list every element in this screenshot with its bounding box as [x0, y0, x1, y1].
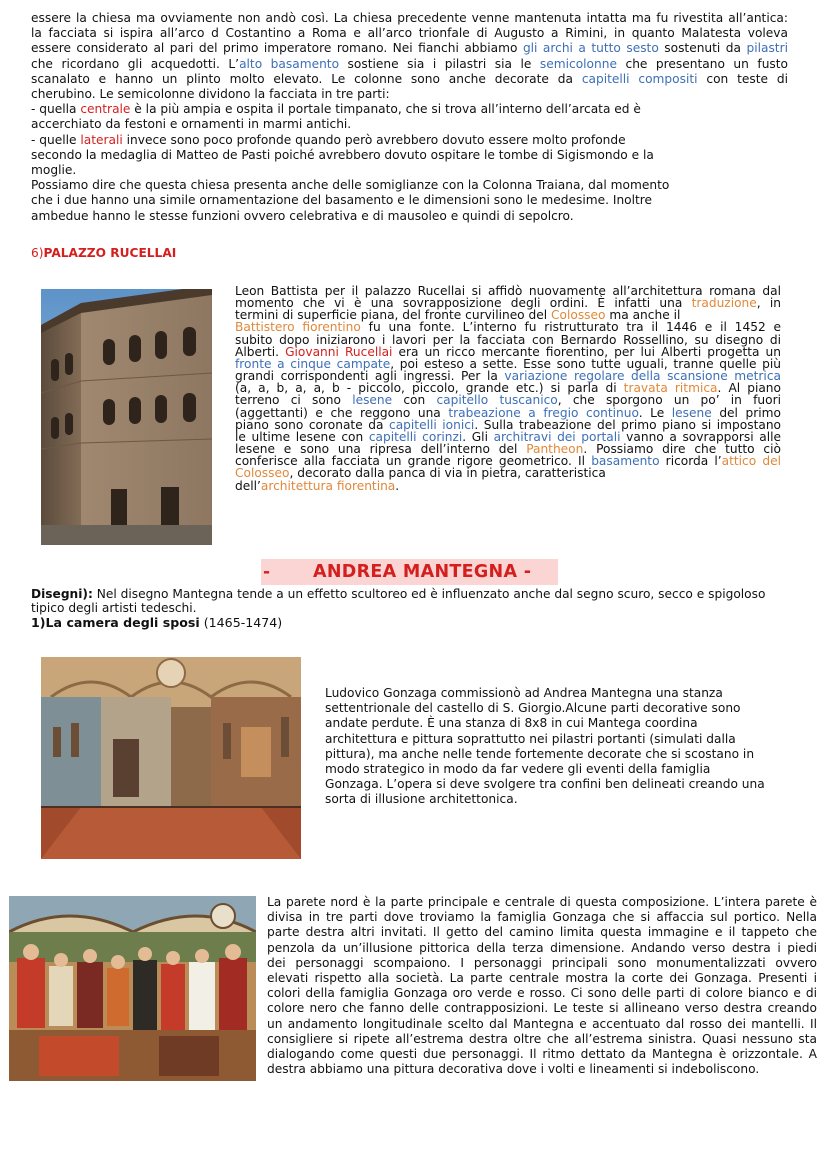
text-line: la facciata si ispira all’arco d Costantino a Roma e all’arco trionfale di Augusto a Rimini, in quanto Malatesta voleva — [31, 26, 788, 41]
text-line: consigliere si ripete all’estrema destra oltre che all’estrema sinistra. Quasi nessuno sta — [267, 1031, 817, 1046]
text-line: accerchiato da festoni e ornamenti in marmi antichi. — [31, 117, 352, 132]
text-line: parte destra altri invitati. Il getto del camino limita questa immagine e il tappeto che — [267, 925, 817, 940]
camera-degli-sposi-image — [41, 657, 301, 859]
text-line: - quella centrale è la più ampia e ospita il portale timpanato, che si trova all’interno dell’arcata ed è — [31, 102, 641, 117]
text-line: secondo la medaglia di Matteo de Pasti poiché avrebbero dovuto ospitare le tombe di Sigismondo e la — [31, 147, 654, 162]
text-line: essere la chiesa ma ovviamente non andò così. La chiesa precedente venne mantenuta intatta ma fu rivestita all’antica: — [31, 11, 788, 25]
heading-number: 1) — [31, 615, 46, 630]
text-line: cherubino. Le semicolonne dividono la facciata in tre parti: — [31, 87, 390, 102]
text-line: Alberti. Giovanni Rucellai era un ricco mercante fiorentino, per lui Alberti progetta un — [235, 344, 781, 359]
banner-title: ANDREA MANTEGNA - — [313, 562, 532, 582]
text-line: dell’architettura fiorentina. — [235, 478, 400, 493]
text-line: dialogando come questi due personaggi. Il ritmo dettato da Mantegna è orizzontale. A — [267, 1047, 817, 1062]
text-line: andate perdute. È una stanza di 8x8 in cui Mantega coordina — [325, 716, 698, 731]
camera-degli-sposi-illustration — [41, 657, 301, 859]
text-line: Ludovico Gonzaga commissionò ad Andrea Mantegna una stanza — [325, 686, 723, 700]
palazzo-rucellai-image — [41, 289, 212, 545]
text-line: Leon Battista per il palazzo Rucellai si affidò nuovamente all’architettura romana dal — [235, 284, 781, 298]
text-line: modo strategico in modo da far vedere gli eventi della famiglia — [325, 762, 711, 777]
text-line: Gonzaga. L’opera si deve svolgere tra confini ben delineati creando una — [325, 777, 765, 792]
text-line: ambedue hanno le stesse funzioni ovvero celebrativa e di mausoleo e quindi di sepolcro. — [31, 208, 574, 223]
text-line: elevati rispetto alla società. La parte centrale mostra la corte dei Gonzaga. Presenti i — [267, 971, 817, 986]
parete-nord-image — [9, 896, 256, 1081]
text-line: piano sono coronate da capitelli ionici. Sulla trabeazione del primo piano si impostano — [235, 417, 782, 432]
text-line: subito dopo iniziarono i lavori per la facciata con Bernardo Rossellino, su disegno di — [235, 332, 781, 347]
text-line: lesene e sono una ripresa dell’interno del Pantheon. Possiamo dire che tutto ciò — [235, 442, 781, 457]
disegni-paragraph — [31, 587, 801, 615]
heading-title: La camera degli sposi — [45, 615, 200, 630]
text-line: grandi corrispondenti agli ingressi. Per la variazione regolare della scansione metrica — [235, 369, 781, 384]
heading-years: (1465-1474) — [199, 615, 283, 630]
text-line: scanalato e hanno un plinto molto elevato. Le colonne sono anche decorate da capitelli compositi con teste di — [31, 71, 789, 86]
section-banner — [261, 559, 558, 585]
text-line: termini di superficie piana, del fronte curvilineo del Colosseo ma anche il — [235, 308, 681, 323]
text-line: fronte a cinque campate, poi esteso a sette. Esse sono tutte uguali, tranne quelle più — [235, 356, 781, 371]
text-line: penzola da un’illusione pittorica della terza dimensione. Andando verso destra i piedi — [267, 940, 817, 955]
text-line: conferisce alla facciata un grande rigore geometrico. Il basamento ricorda l’attico del — [235, 454, 781, 469]
parete-nord-illustration — [9, 896, 256, 1081]
parete-paragraph — [267, 895, 817, 1077]
text-line: colore nero che fanno delle contrapposizioni. Le teste si allineano verso destra creando — [267, 1001, 817, 1016]
text-line: terreno ci sono lesene con capitello tuscanico, che sporgono un po’ in fuori — [235, 393, 781, 408]
text-line: pittura), ma anche nelle tende fortemente decorate che si scostano in — [325, 746, 755, 761]
text-line: settentrionale del castello di S. Giorgio.Alcune parti decorative sono — [325, 701, 741, 716]
palazzo-rucellai-illustration — [41, 289, 212, 545]
text-line: moglie. — [31, 163, 77, 178]
text-line: le ultime lesene con capitelli corinzi. Gli architravi dei portali vanno a sovrapporsi alle — [235, 429, 781, 444]
camera-paragraph — [325, 686, 765, 808]
heading-number: 6) — [31, 246, 44, 260]
rucellai-paragraph — [235, 285, 781, 492]
text-line: sorta di illusione architettonica. — [325, 792, 518, 807]
heading-title: PALAZZO RUCELLAI — [43, 246, 177, 260]
banner-dash: - — [263, 562, 271, 582]
text-line: divisa in tre parti dove troviamo la famiglia Gonzaga che si affaccia sul portico. Nella — [267, 910, 817, 925]
text-line: (a, a, b, a, a, b - piccolo, piccolo, grande etc.) si parla di travata ritmica. Al piano — [235, 381, 781, 396]
text-line: architettura e pittura soprattutto nei pilastri portanti (simulati dalla — [325, 731, 736, 746]
section-heading-palazzo-rucellai — [31, 246, 176, 261]
disegni-label: Disegni): — [31, 587, 93, 601]
text-line: Possiamo dire che questa chiesa presenta anche delle somiglianze con la Colonna Traiana, dal momento — [31, 178, 670, 193]
text-line: essere considerato al pari del primo imperatore romano. Nei fianchi abbiamo gli archi a tutto sesto sostenuti da pilastri — [31, 41, 788, 56]
text-line: Disegni): Nel disegno Mantegna tende a un effetto scultoreo ed è influenzato anche dal segno scuro, secco e spigoloso — [31, 587, 766, 601]
intro-paragraph — [31, 11, 788, 224]
section-heading-camera-degli-sposi — [31, 615, 282, 630]
text-line: tipico degli artisti tedeschi. — [31, 601, 197, 615]
text-line: (aggettanti) e che reggono una trabeazione a fregio continuo. Le lesene del primo — [235, 405, 781, 420]
text-line: momento che vi è una sovrapposizione degli ordini. È infatti una traduzione, in — [235, 296, 782, 311]
text-line: che i due hanno una simile ornamentazione del basamento e le dimensioni sono le medesime. Inoltre — [31, 193, 653, 208]
text-line: Battistero fiorentino fu una fonte. L’interno fu ristrutturato tra il 1446 e il 1452 e — [235, 320, 782, 335]
text-line: colori della famiglia Gonzaga oro verde e rosso. Ci sono delle parti di colore bianco e di — [267, 986, 817, 1001]
text-line: La parete nord è la parte principale e centrale di questa composizione. L’intera parete è — [267, 895, 817, 909]
text-line: destra abbiamo una pittura decorativa dove i volti e lineamenti si indeboliscono. — [267, 1062, 760, 1077]
text-line: Colosseo, decorato dalla panca di via in pietra, caratteristica — [235, 466, 606, 481]
text-line: un andamento longitudinale scelto dal Mantegna e accentuato dal rosso dei mantelli. Il — [267, 1016, 817, 1031]
text-line: che ricordano gli acquedotti. L’alto basamento sostiene sia i pilastri sia le semicolonne che presentano un fusto — [31, 56, 788, 71]
text-line: dei personaggi scompaiono. I personaggi principali sono monumentalizzati ovvero — [267, 955, 817, 970]
text-line: - quelle laterali invece sono poco profonde quando però avrebbero dovuto essere molto profonde — [31, 132, 626, 147]
